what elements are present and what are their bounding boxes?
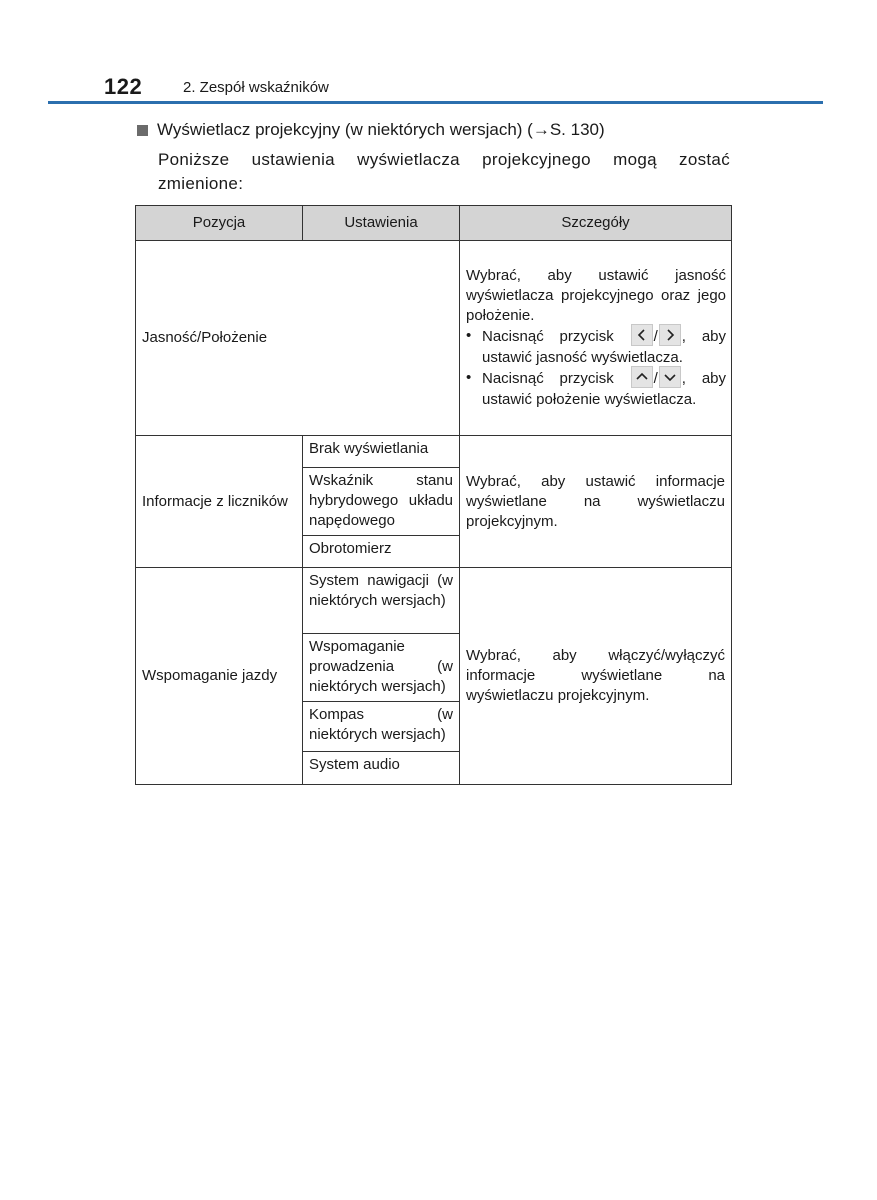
setting-cell: Wspomaganie prowadzenia (w niektórych wersjach) xyxy=(303,634,460,702)
heading-text: Wyświetlacz projekcyjny (w niektórych wersjach) (→S. 130) xyxy=(157,120,605,139)
column-header: Szczegóły xyxy=(460,206,732,241)
bullet-text: , aby ustawić położenie wyświetlacza. xyxy=(482,369,726,408)
list-item xyxy=(466,326,726,368)
item-cell: Informacje z liczników xyxy=(136,436,303,568)
setting-cell: Kompas (w niektórych wersjach) xyxy=(303,702,460,752)
setting-cell: Obrotomierz xyxy=(303,536,460,568)
setting-cell: System nawigacji (w niektórych wersjach) xyxy=(303,568,460,634)
column-header: Pozycja xyxy=(136,206,303,241)
settings-table xyxy=(135,205,732,785)
slash-separator: / xyxy=(653,369,658,387)
setting-cell: System audio xyxy=(303,752,460,785)
page-header xyxy=(0,0,877,106)
bullet-text: , aby ustawić jasność wyświetlacza. xyxy=(482,327,726,366)
bullet-text: Nacisnąć przycisk xyxy=(482,369,614,387)
chevron-down-icon xyxy=(659,366,681,388)
bullet-dot: • xyxy=(466,369,472,386)
section-title: 2. Zespół wskaźników xyxy=(183,79,329,96)
setting-cell: Wskaźnik stanu hybrydowego układu napędowego xyxy=(303,468,460,536)
setting-cell: Brak wyświetlania xyxy=(303,436,460,468)
chevron-left-icon xyxy=(631,324,653,346)
intro-paragraph: Poniższe ustawienia wyświetlacza projekcyjnego mogą zostać zmienione: xyxy=(158,150,730,193)
table-row xyxy=(136,568,732,634)
chevron-up-icon xyxy=(631,366,653,388)
header-rule xyxy=(48,101,823,104)
table-header-row xyxy=(136,206,732,241)
detail-cell xyxy=(460,241,732,436)
column-header: Ustawienia xyxy=(303,206,460,241)
table-row xyxy=(136,436,732,468)
subsection-heading xyxy=(137,120,605,140)
detail-text: Wybrać, aby ustawić jasność wyświetlacza projekcyjnego oraz jego położenie. xyxy=(466,267,726,324)
chevron-right-icon xyxy=(659,324,681,346)
detail-cell: Wybrać, aby ustawić informacje wyświetlane na wyświetlaczu projekcyjnym. xyxy=(460,436,732,568)
slash-separator: / xyxy=(653,327,658,345)
list-item xyxy=(466,368,726,410)
bullet-dot: • xyxy=(466,327,472,344)
table-row xyxy=(136,241,732,436)
bullet-text: Nacisnąć przycisk xyxy=(482,327,614,345)
item-cell: Jasność/Położenie xyxy=(136,241,460,436)
detail-cell: Wybrać, aby włączyć/wyłączyć informacje wyświetlane na wyświetlaczu projekcyjnym. xyxy=(460,568,732,785)
page-number: 122 xyxy=(104,74,143,99)
item-cell: Wspomaganie jazdy xyxy=(136,568,303,785)
square-bullet-icon xyxy=(137,125,148,136)
